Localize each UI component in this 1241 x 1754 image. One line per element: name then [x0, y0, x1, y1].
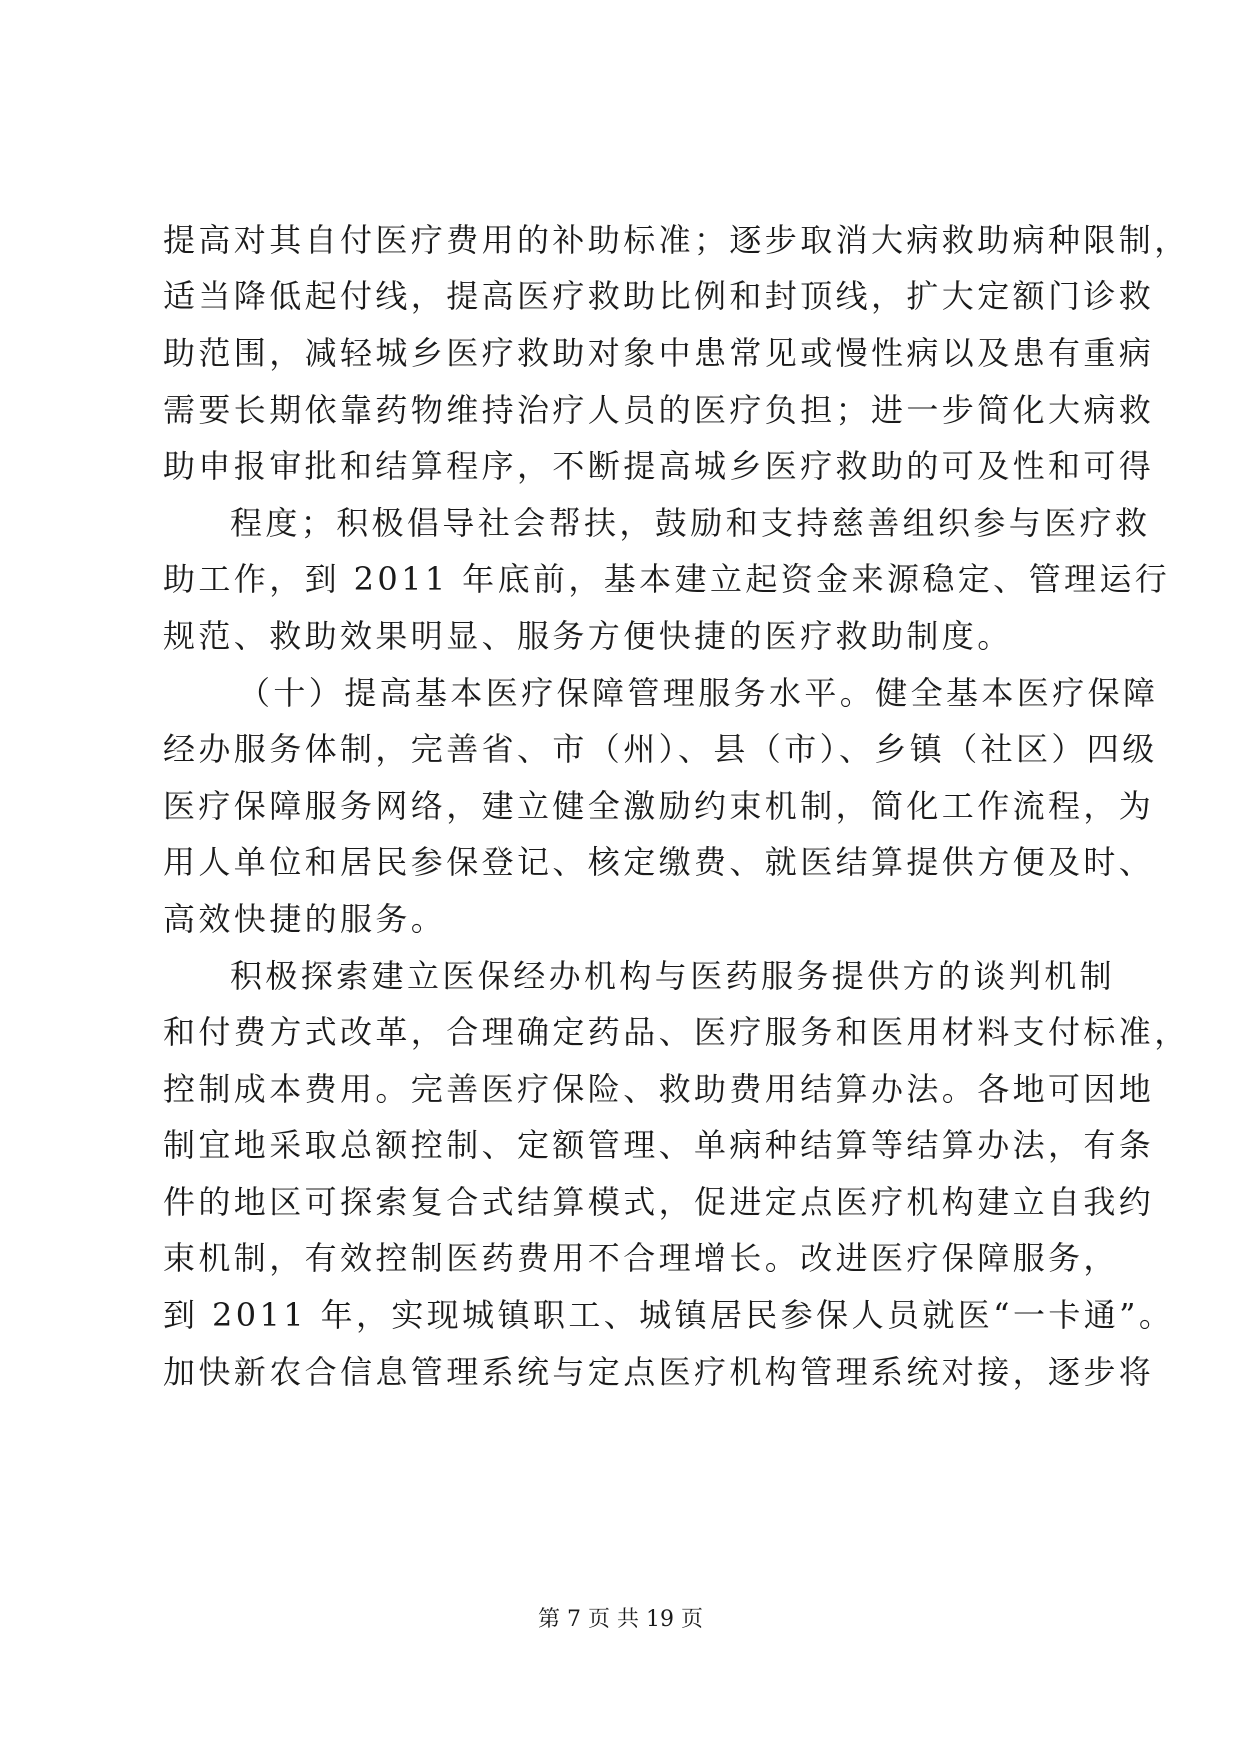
text-line: 提高对其自付医疗费用的补助标准；逐步取消大病救助病种限制，	[163, 221, 1190, 259]
text-line: 束机制，有效控制医药费用不合理增长。改进医疗保障服务，	[163, 1239, 1119, 1277]
text-line: 和付费方式改革，合理确定药品、医疗服务和医用材料支付标准，	[163, 1013, 1190, 1051]
text-line: 需要长期依靠药物维持治疗人员的医疗负担；进一步简化大病救	[163, 391, 1155, 429]
text-line: 医疗保障服务网络，建立健全激励约束机制，简化工作流程，为	[163, 787, 1155, 825]
text-line: 经办服务体制，完善省、市（州）、县（市）、乡镇（社区）四级	[163, 730, 1158, 768]
text-line: 助申报审批和结算程序，不断提高城乡医疗救助的可及性和可得	[163, 447, 1155, 485]
text-line: 助范围，减轻城乡医疗救助对象中患常见或慢性病以及患有重病	[163, 334, 1155, 372]
text-line: 制宜地采取总额控制、定额管理、单病种结算等结算办法，有条	[163, 1126, 1155, 1164]
text-line: 到 2011 年，实现城镇职工、城镇居民参保人员就医“一卡通”。	[163, 1296, 1175, 1334]
text-line: 控制成本费用。完善医疗保险、救助费用结算办法。各地可因地	[163, 1070, 1155, 1108]
text-line: 适当降低起付线，提高医疗救助比例和封顶线，扩大定额门诊救	[163, 277, 1155, 315]
text-line: 件的地区可探索复合式结算模式，促进定点医疗机构建立自我约	[163, 1183, 1155, 1221]
text-line: （十）提高基本医疗保障管理服务水平。健全基本医疗保障	[238, 674, 1159, 712]
text-line: 高效快捷的服务。	[163, 900, 447, 938]
text-line: 助工作，到 2011 年底前，基本建立起资金来源稳定、管理运行	[163, 560, 1171, 598]
text-line: 加快新农合信息管理系统与定点医疗机构管理系统对接，逐步将	[163, 1353, 1155, 1391]
text-line: 规范、救助效果明显、服务方便快捷的医疗救助制度。	[163, 617, 1013, 655]
page-number-footer: 第 7 页 共 19 页	[538, 1607, 703, 1632]
text-line: 程度；积极倡导社会帮扶，鼓励和支持慈善组织参与医疗救	[230, 504, 1151, 542]
text-line: 用人单位和居民参保登记、核定缴费、就医结算提供方便及时、	[163, 843, 1155, 881]
text-line: 积极探索建立医保经办机构与医药服务提供方的谈判机制	[230, 957, 1116, 995]
